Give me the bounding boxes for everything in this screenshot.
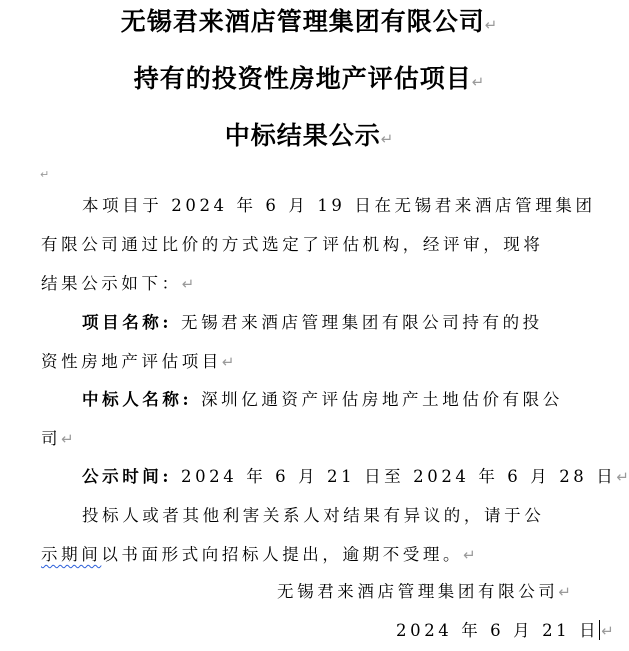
- title-line-1: [0, 7, 618, 40]
- title-company: 无锡君来酒店管理集团有限公司: [120, 7, 485, 36]
- winner-label: 中标人名称: [82, 390, 183, 409]
- signature-date-text: 2024 年 6 月 21 日: [396, 621, 600, 640]
- winner-line-1: [82, 380, 563, 419]
- intro-line-1: 本项目于 2024 年 6 月 19 日在无锡君来酒店管理集团: [82, 196, 596, 215]
- winner-colon: :: [182, 390, 193, 409]
- spellcheck-underlined-text[interactable]: 示期间: [41, 545, 102, 564]
- project-name-line-1: [82, 303, 543, 342]
- intro-line-3: [41, 264, 194, 304]
- project-name-line-2: [41, 342, 234, 382]
- project-name-value-1: 无锡君来酒店管理集团有限公司持有的投: [180, 313, 543, 332]
- signature-company: [277, 572, 571, 612]
- winner-value-2: 司: [41, 429, 62, 448]
- intro-line-3-text: 结果公示如下：: [41, 274, 182, 293]
- objection-line-2: [41, 535, 476, 575]
- empty-paragraph-mark-icon: ↵: [40, 168, 50, 181]
- paragraph-mark-icon: ↵: [221, 353, 235, 371]
- objection-line-2-rest: 以书面形式向招标人提出，逾期不受理。: [101, 545, 464, 564]
- title-line-2: [0, 64, 618, 97]
- signature-date: [396, 611, 614, 651]
- paragraph-mark-icon: ↵: [616, 468, 629, 486]
- winner-value-1: 深圳亿通资产评估房地产土地估价有限公: [201, 390, 563, 409]
- paragraph-mark-icon: ↵: [181, 275, 195, 293]
- paragraph-mark-icon: ↵: [471, 73, 485, 91]
- project-name-label: 项目名称: [82, 313, 163, 332]
- paragraph-mark-icon: ↵: [463, 546, 476, 564]
- title-line-3: [0, 121, 618, 154]
- winner-line-2: [41, 419, 74, 459]
- objection-line-1: 投标人或者其他利害关系人对结果有异议的，请于公: [82, 506, 545, 525]
- paragraph-mark-icon: ↵: [484, 16, 498, 34]
- period-colon: :: [162, 467, 173, 486]
- period-value: 2024 年 6 月 21 日至 2024 年 6 月 28 日: [180, 467, 617, 486]
- paragraph-mark-icon: ↵: [558, 583, 571, 601]
- intro-line-2: 有限公司通过比价的方式选定了评估机构，经评审，现将: [41, 235, 544, 254]
- signature-company-text: 无锡君来酒店管理集团有限公司: [277, 582, 559, 601]
- period-line: [82, 457, 629, 497]
- paragraph-mark-icon: ↵: [380, 130, 394, 148]
- period-label: 公示时间: [82, 467, 163, 486]
- title-project: 持有的投资性房地产评估项目: [133, 64, 472, 93]
- paragraph-mark-icon: ↵: [601, 622, 614, 640]
- title-announcement: 中标结果公示: [224, 121, 381, 150]
- paragraph-mark-icon: ↵: [61, 430, 74, 448]
- project-name-value-2: 资性房地产评估项目: [41, 352, 222, 371]
- project-name-colon: :: [162, 313, 173, 332]
